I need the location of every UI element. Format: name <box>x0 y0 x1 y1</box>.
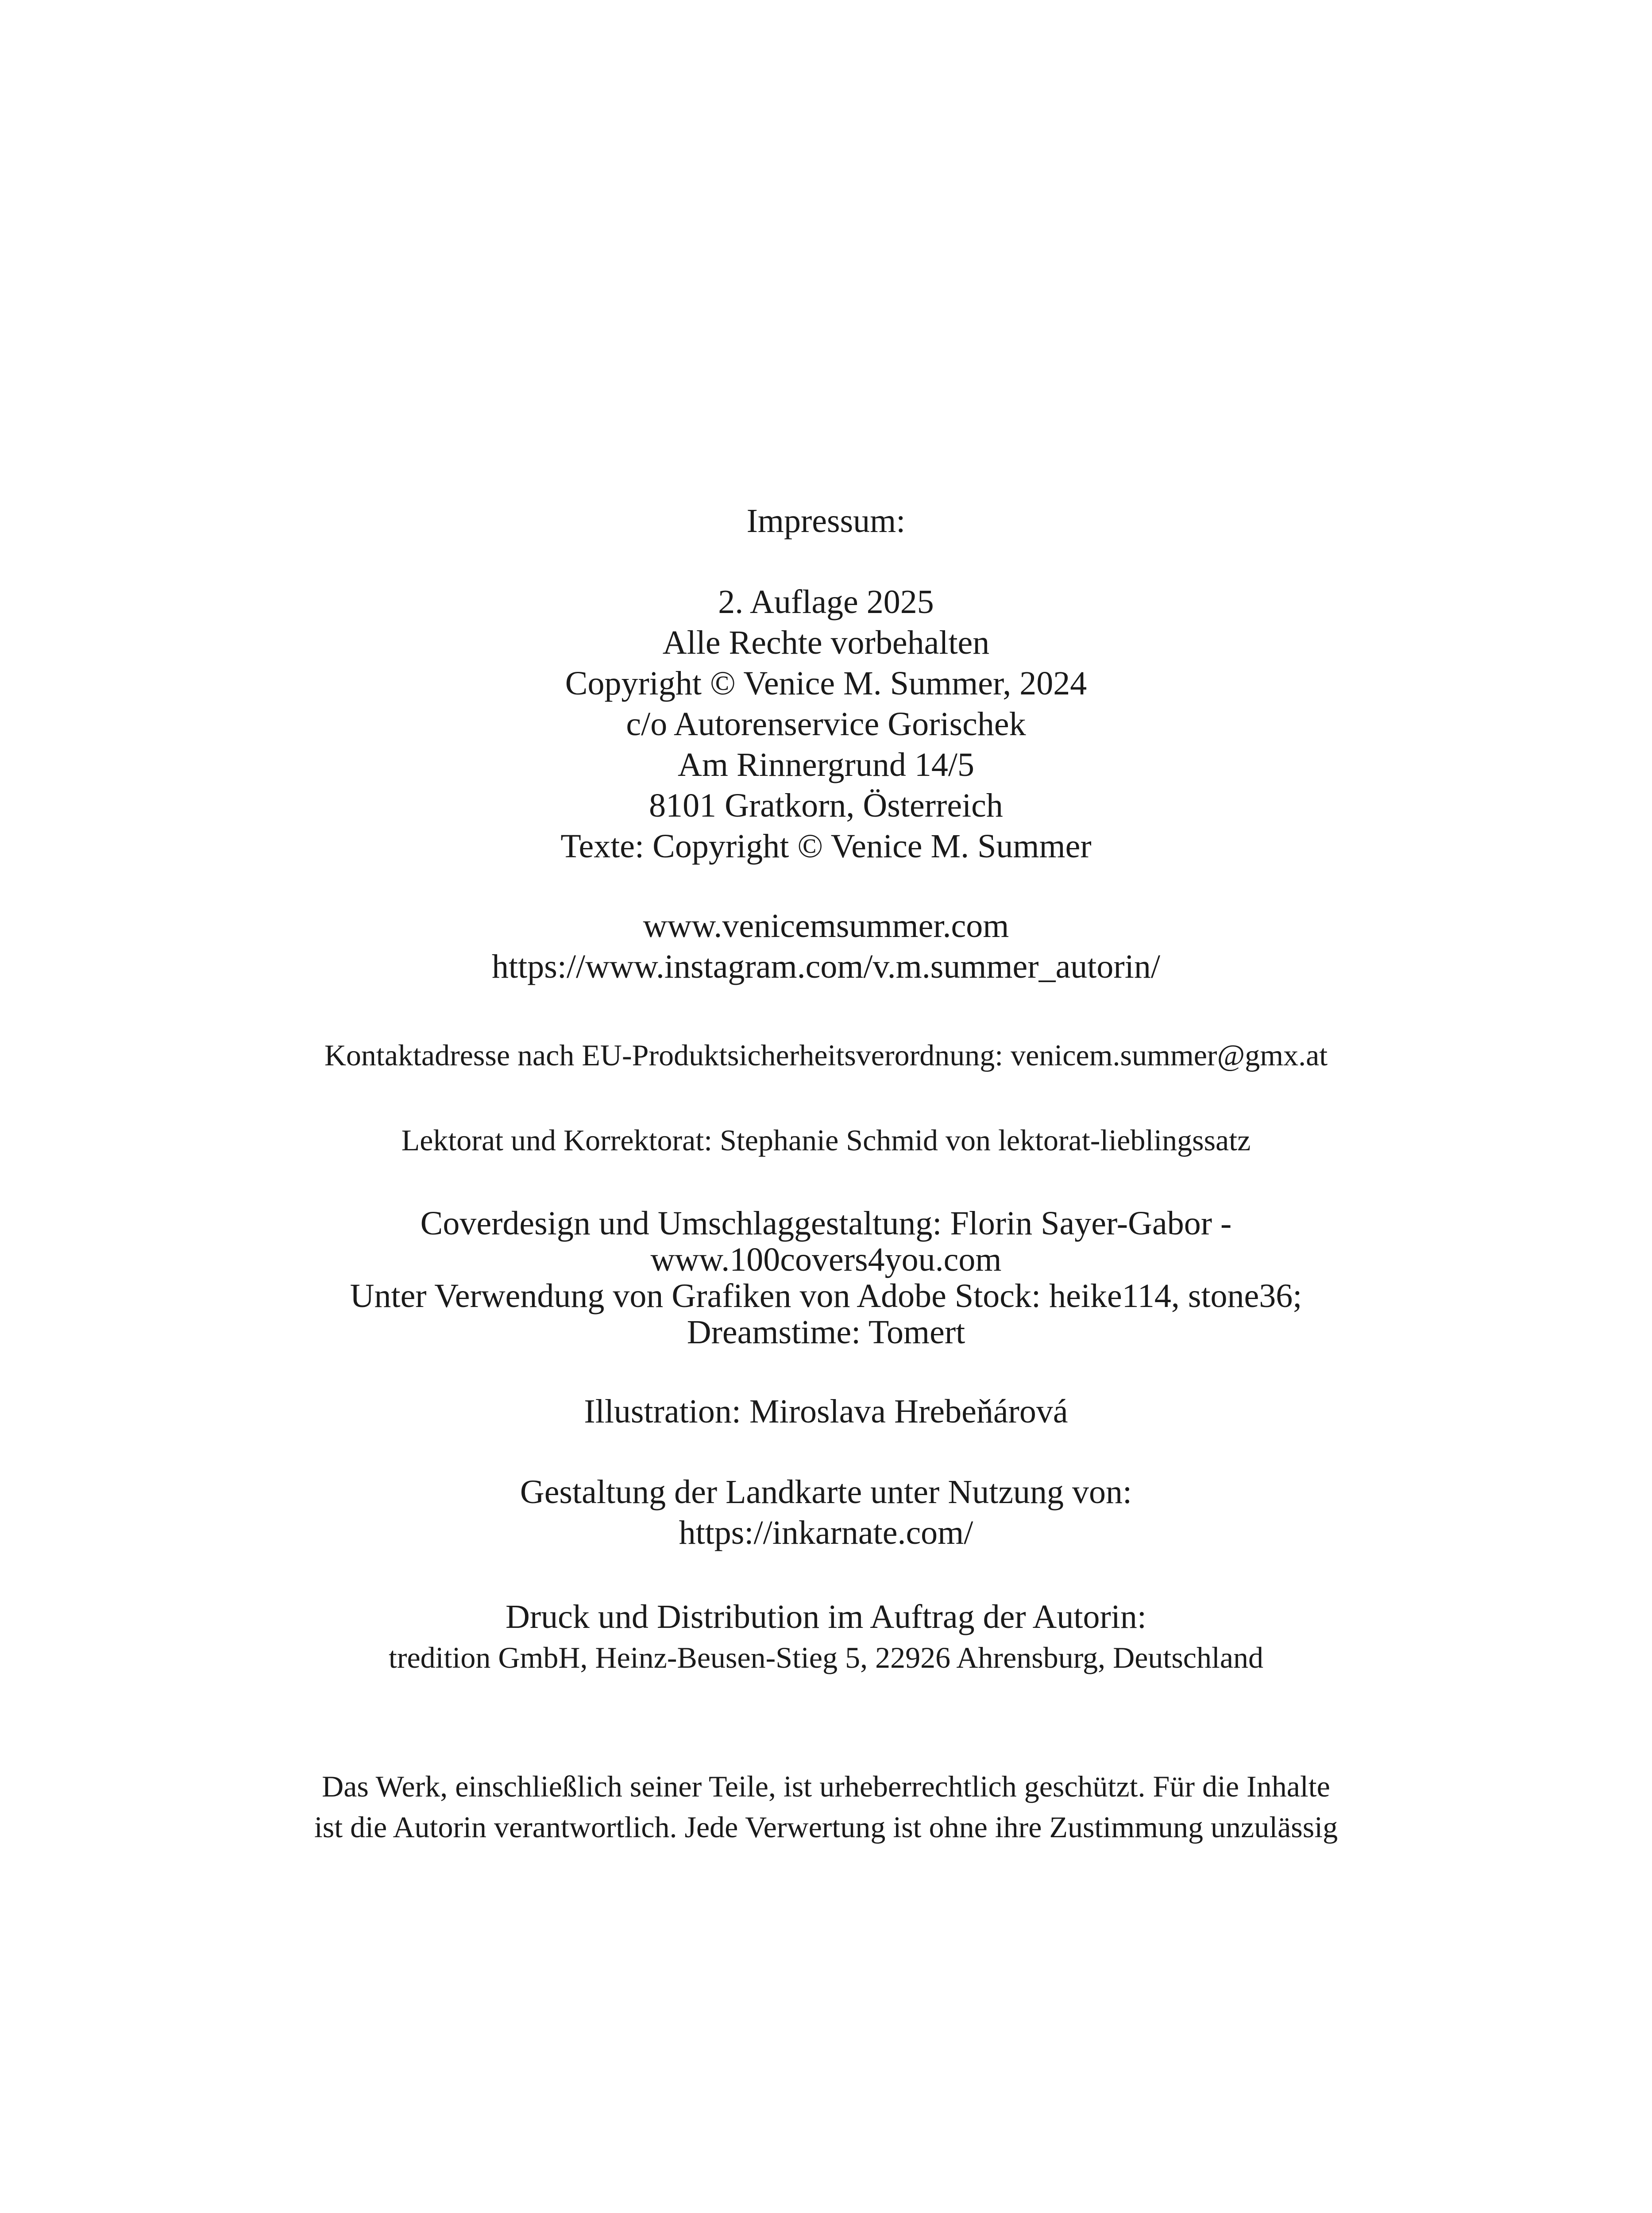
publisher-line: tredition GmbH, Heinz-Beusen-Stieg 5, 22926 Ahrensburg, Deutschland <box>388 1641 1264 1674</box>
cover-dreamstime-line: Dreamstime: Tomert <box>687 1314 965 1351</box>
copyright-line: Copyright © Venice M. Summer, 2024 <box>565 665 1087 702</box>
eu-contact-line: Kontaktadresse nach EU-Produktsicherheitsverordnung: venicem.summer@gmx.at <box>324 1038 1328 1072</box>
print-line: Druck und Distribution im Auftrag der Autorin: <box>505 1598 1147 1635</box>
street-line: Am Rinnergrund 14/5 <box>678 746 974 783</box>
care-of-line: c/o Autorenservice Gorischek <box>626 706 1026 743</box>
rights-line: Alle Rechte vorbehalten <box>662 624 990 661</box>
imprint-heading: Impressum: <box>746 502 906 540</box>
legal-notice-line-1: Das Werk, einschließlich seiner Teile, ist urheberrechtlich geschützt. Für die Inhalte <box>322 1770 1330 1803</box>
illustration-line: Illustration: Miroslava Hrebeňárová <box>584 1393 1068 1430</box>
website-link[interactable]: www.venicemsummer.com <box>643 907 1009 945</box>
map-line: Gestaltung der Landkarte unter Nutzung von: <box>520 1473 1132 1511</box>
instagram-link[interactable]: https://www.instagram.com/v.m.summer_autorin/ <box>492 948 1160 985</box>
legal-notice-line-2: ist die Autorin verantwortlich. Jede Verwertung ist ohne ihre Zustimmung unzulässig <box>314 1810 1338 1844</box>
texts-copyright-line: Texte: Copyright © Venice M. Summer <box>560 828 1092 865</box>
cover-graphics-line: Unter Verwendung von Grafiken von Adobe Stock: heike114, stone36; <box>350 1277 1302 1315</box>
city-line: 8101 Gratkorn, Österreich <box>649 787 1003 824</box>
cover-website-line: www.100covers4you.com <box>650 1241 1002 1278</box>
map-link[interactable]: https://inkarnate.com/ <box>679 1514 973 1551</box>
edition-line: 2. Auflage 2025 <box>718 583 934 621</box>
cover-design-line: Coverdesign und Umschlaggestaltung: Florin Sayer-Gabor - <box>420 1205 1232 1242</box>
lektorat-line: Lektorat und Korrektorat: Stephanie Schmid von lektorat-lieblingssatz <box>401 1123 1251 1157</box>
